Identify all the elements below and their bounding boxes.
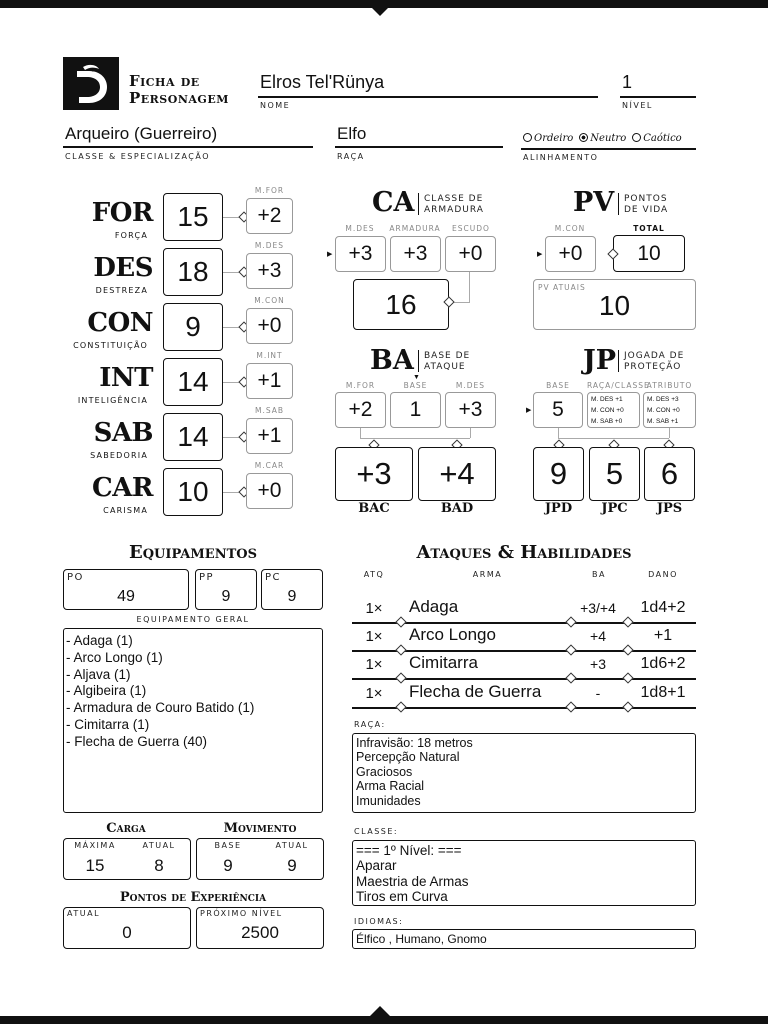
level-field[interactable]: 1	[622, 72, 633, 92]
attack-damage[interactable]: 1d8+1	[640, 684, 686, 701]
attr-abbr: CON	[87, 308, 153, 338]
xp-current-value: 0	[122, 923, 132, 942]
alignment-option-label: Ordeiro	[534, 133, 574, 144]
ba-mfor-box[interactable]: +2	[335, 392, 386, 428]
race-trait: Imunidades	[356, 793, 421, 808]
pv-title-divider	[618, 193, 619, 215]
load-title: Carga	[106, 821, 146, 836]
pv-total-box[interactable]: 10	[613, 235, 685, 272]
jp-title-line2: PROTEÇÃO	[624, 362, 682, 372]
ba-title-line2: ATAQUE	[424, 362, 466, 372]
jps-label: JPS	[656, 501, 683, 516]
name-field[interactable]: Elros Tel'Rünya	[260, 72, 385, 92]
bad-label: BAD	[440, 501, 474, 516]
pv-arrow-icon: ▶	[537, 251, 543, 258]
pv-title-line2: DE VIDA	[624, 205, 669, 215]
attr-mod-label: M.CON	[254, 296, 285, 305]
load-max-label: MÁXIMA	[74, 841, 116, 850]
equipment-title: Equipamentos	[129, 542, 257, 563]
connector-diamond	[565, 644, 576, 655]
jp-attr-box[interactable]	[643, 392, 696, 428]
bad-box[interactable]: +4	[418, 447, 496, 501]
attack-ba[interactable]: +3/+4	[580, 600, 616, 616]
attr-mod-box[interactable]: +1	[246, 363, 293, 399]
radio-empty-icon	[632, 133, 641, 142]
ca-label-escudo: ESCUDO	[452, 224, 490, 233]
attr-value-box[interactable]: 14	[163, 413, 223, 461]
ba-down-arrow-icon: ▼	[413, 374, 420, 381]
jp-race-class-line: M. SAB +0	[591, 418, 623, 425]
ba-title-line1: BASE DE	[424, 351, 471, 361]
class-box-label: CLASSE:	[354, 827, 399, 836]
jp-attr-line: M. SAB +1	[647, 418, 679, 425]
xp-current-label: ATUAL	[67, 909, 101, 918]
race-underline	[335, 146, 503, 148]
connector-diamond	[622, 644, 633, 655]
bac-box[interactable]: +3	[335, 447, 413, 501]
ca-connector	[469, 272, 470, 302]
ca-abbr: CA	[372, 187, 415, 218]
attack-qty[interactable]: 1×	[365, 656, 383, 673]
connector-diamond	[565, 672, 576, 683]
alignment-label: ALINHAMENTO	[523, 153, 599, 162]
attack-qty[interactable]: 1×	[365, 685, 383, 702]
attr-mod-box[interactable]: +0	[246, 473, 293, 509]
bottom-bar	[0, 1016, 768, 1024]
attacks-header-arma: ARMA	[472, 570, 503, 579]
attacks-header-ba: BA	[592, 570, 606, 579]
bac-label: BAC	[358, 501, 390, 516]
general-equipment-label: EQUIPAMENTO GERAL	[136, 615, 250, 624]
ba-label-mdes: M.DES	[455, 381, 486, 390]
jpc-label: JPC	[601, 501, 628, 516]
connector-diamond	[395, 616, 406, 627]
movement-base-value[interactable]: 9	[223, 856, 233, 875]
attr-abbr: SAB	[93, 418, 153, 448]
attack-qty[interactable]: 1×	[365, 600, 383, 617]
attacks-title: Ataques & Habilidades	[416, 542, 632, 563]
jp-race-class-line: M. DES +1	[591, 396, 623, 403]
ca-title-line2: ARMADURA	[424, 205, 484, 215]
attr-mod-box[interactable]: +0	[246, 308, 293, 344]
pc-label: PC	[265, 572, 282, 583]
movement-base-label: BASE	[214, 841, 242, 850]
attr-mod-box[interactable]: +2	[246, 198, 293, 234]
alignment-ordeiro[interactable]	[523, 133, 573, 144]
ca-armor-box[interactable]: +3	[390, 236, 441, 272]
level-underline	[620, 96, 696, 98]
alignment-caotico[interactable]	[632, 133, 681, 144]
race-trait: Graciosos	[356, 764, 413, 779]
ca-mdes-box[interactable]: +3	[335, 236, 386, 272]
attr-abbr: CAR	[92, 473, 153, 503]
ba-connector	[470, 428, 471, 438]
attack-qty[interactable]: 1×	[365, 628, 383, 645]
ca-title-line1: CLASSE DE	[424, 194, 484, 204]
attr-full-name: SABEDORIA	[90, 451, 148, 460]
attack-ba[interactable]: -	[595, 685, 601, 701]
attacks-header-dano: DANO	[648, 570, 678, 579]
attr-mod-box[interactable]: +3	[246, 253, 293, 289]
general-equipment-list[interactable]	[63, 628, 323, 813]
alignment-option-label: Neutro	[590, 133, 627, 144]
jp-label-attr: ATRIBUTO	[646, 381, 693, 390]
attr-value-box[interactable]: 10	[163, 468, 223, 516]
xp-title: Pontos de Experiência	[119, 890, 267, 905]
connector-diamond	[395, 644, 406, 655]
radio-selected-icon	[579, 133, 588, 142]
xp-next-value: 2500	[241, 923, 279, 942]
alignment-options	[523, 133, 682, 144]
languages-field[interactable]: Élfico , Humano, Gnomo	[352, 929, 696, 949]
class-ability: Aparar	[356, 858, 397, 874]
ba-connector	[360, 438, 470, 439]
equipment-item: - Arco Longo (1)	[66, 649, 163, 665]
connector-diamond	[622, 616, 633, 627]
po-label: PO	[67, 572, 84, 583]
jp-attr-line: M. CON +0	[647, 407, 680, 414]
attr-mod-box[interactable]: +1	[246, 418, 293, 454]
po-value: 49	[117, 588, 135, 605]
class-label: CLASSE & ESPECIALIZAÇÃO	[65, 152, 211, 161]
ba-label-base: BASE	[403, 381, 428, 390]
attr-mod-label: M.DES	[254, 241, 285, 250]
race-trait: Arma Racial	[356, 779, 425, 794]
ba-title-divider	[418, 350, 419, 372]
race-trait: Percepção Natural	[356, 750, 460, 765]
equipment-item: - Flecha de Guerra (40)	[66, 733, 208, 749]
ca-arrow-icon: ▶	[327, 251, 333, 258]
jp-race-class-line: M. CON +0	[591, 407, 624, 414]
connector-diamond	[565, 701, 576, 712]
jp-arrow-icon: ▶	[526, 407, 532, 414]
jpd-box[interactable]: 9	[533, 447, 584, 501]
pv-title-line1: PONTOS	[624, 194, 668, 204]
attr-value-box[interactable]: 9	[163, 303, 223, 351]
pv-abbr: PV	[573, 187, 615, 218]
name-underline	[258, 96, 598, 98]
pv-label-total: TOTAL	[633, 224, 665, 233]
jpc-box[interactable]: 5	[589, 447, 640, 501]
attr-full-name: DESTREZA	[95, 286, 148, 295]
ca-connector	[452, 302, 470, 303]
ca-total-box[interactable]: 16	[353, 279, 449, 330]
attr-full-name: INTELIGÊNCIA	[77, 396, 148, 405]
attack-damage[interactable]: 1d4+2	[640, 599, 686, 616]
xp-next-label: PRÓXIMO NÍVEL	[200, 909, 283, 918]
ca-label-mdes: M.DES	[345, 224, 375, 233]
jp-connector	[558, 428, 559, 438]
attr-mod-label: M.SAB	[254, 406, 285, 415]
jp-base-box[interactable]: 5	[533, 392, 583, 428]
logo	[63, 57, 119, 110]
movement-current-label: ATUAL	[275, 841, 309, 850]
race-trait: Infravisão: 18 metros	[356, 736, 473, 750]
name-label: NOME	[260, 101, 291, 110]
class-underline	[63, 146, 313, 148]
ba-label-mfor: M.FOR	[345, 381, 376, 390]
load-current-label: ATUAL	[142, 841, 176, 850]
level-label: NÍVEL	[622, 101, 653, 110]
radio-empty-icon	[523, 133, 532, 142]
jp-label-race-class: RAÇA/CLASSE	[587, 381, 650, 390]
ca-label-armadura: ARMADURA	[389, 224, 441, 233]
jp-title-divider	[618, 350, 619, 372]
class-ability: Maestria de Armas	[356, 873, 469, 889]
languages-label: IDIOMAS:	[354, 917, 404, 926]
pv-label-mcon: M.CON	[554, 224, 586, 233]
attr-mod-label: M.INT	[256, 351, 283, 360]
attack-weapon[interactable]: Flecha de Guerra	[409, 682, 542, 701]
ba-connector	[360, 428, 361, 438]
equipment-item: - Adaga (1)	[66, 633, 133, 648]
class-ability: === 1º Nível: ===	[356, 843, 462, 858]
class-abilities-box[interactable]	[352, 840, 696, 906]
connector-diamond	[395, 672, 406, 683]
attr-full-name: CONSTITUIÇÃO	[73, 341, 148, 350]
pv-label-current: PV ATUAIS	[538, 283, 586, 292]
ba-abbr: BA	[370, 345, 414, 376]
equipment-item: - Armadura de Couro Batido (1)	[66, 700, 255, 716]
jps-box[interactable]: 6	[644, 447, 695, 501]
race-traits-box[interactable]	[352, 733, 696, 813]
attack-weapon[interactable]: Adaga	[409, 597, 459, 616]
load-max-value[interactable]: 15	[85, 856, 105, 875]
jp-connector	[669, 428, 670, 438]
attr-value-box[interactable]: 14	[163, 358, 223, 406]
connector-diamond	[622, 701, 633, 712]
connector-diamond	[565, 616, 576, 627]
attr-full-name: CARISMA	[103, 506, 148, 515]
alignment-neutro[interactable]	[579, 133, 626, 144]
race-label: RAÇA	[337, 152, 365, 161]
attr-mod-label: M.FOR	[254, 186, 285, 195]
load-current-value[interactable]: 8	[154, 856, 164, 875]
movement-title: Movimento	[223, 821, 297, 836]
jp-race-class-box[interactable]	[587, 392, 640, 428]
attacks-header-atq: ATQ	[363, 570, 385, 579]
attr-value-box[interactable]: 15	[163, 193, 223, 241]
attack-damage[interactable]: +1	[653, 627, 673, 644]
attr-value-box[interactable]: 18	[163, 248, 223, 296]
sheet-title-line2: Personagem	[129, 89, 229, 107]
attack-damage[interactable]: 1d6+2	[640, 655, 686, 672]
attr-abbr: FOR	[91, 198, 153, 228]
attr-mod-label: M.CAR	[254, 461, 285, 470]
top-notch	[370, 6, 390, 16]
attack-ba[interactable]: +3	[590, 656, 606, 672]
attack-weapon[interactable]: Arco Longo	[409, 625, 496, 644]
equipment-item: - Cimitarra (1)	[66, 716, 150, 732]
pp-label: PP	[199, 572, 215, 583]
alignment-underline	[521, 148, 696, 150]
ca-title-divider	[418, 193, 419, 215]
equipment-item: - Algibeira (1)	[66, 683, 147, 699]
ca-shield-box[interactable]: +0	[445, 236, 496, 272]
equipment-item: - Aljava (1)	[66, 666, 131, 682]
attr-abbr: INT	[99, 363, 153, 393]
pp-value: 9	[221, 588, 231, 605]
bottom-notch	[370, 1006, 390, 1016]
jp-attr-line: M. DES +3	[647, 396, 679, 403]
jpd-label: JPD	[544, 501, 573, 516]
class-ability: Tiros em Curva	[356, 888, 448, 904]
movement-current-value[interactable]: 9	[287, 856, 297, 875]
jp-abbr: JP	[583, 345, 617, 376]
attack-ba[interactable]: +4	[590, 628, 606, 644]
connector-diamond	[395, 701, 406, 712]
jp-title-line1: JOGADA DE	[624, 351, 685, 361]
class-field[interactable]: Arqueiro (Guerreiro)	[65, 124, 218, 143]
ba-mdes-box[interactable]: +3	[445, 392, 496, 428]
attack-weapon[interactable]: Cimitarra	[409, 653, 478, 672]
race-box-label: RAÇA:	[354, 720, 386, 729]
attr-abbr: DES	[93, 253, 153, 283]
attr-full-name: FORÇA	[114, 231, 148, 240]
pv-mcon-box[interactable]: +0	[545, 236, 596, 272]
pv-current-value: 10	[598, 290, 631, 321]
dragon-icon	[63, 57, 119, 110]
sheet-title-line1: Ficha de	[129, 72, 200, 90]
alignment-option-label: Caótico	[643, 133, 682, 144]
pc-value: 9	[287, 588, 297, 605]
ba-base-box[interactable]: 1	[390, 392, 441, 428]
jp-label-base: BASE	[546, 381, 570, 390]
race-field[interactable]: Elfo	[337, 124, 367, 143]
connector-diamond	[622, 672, 633, 683]
